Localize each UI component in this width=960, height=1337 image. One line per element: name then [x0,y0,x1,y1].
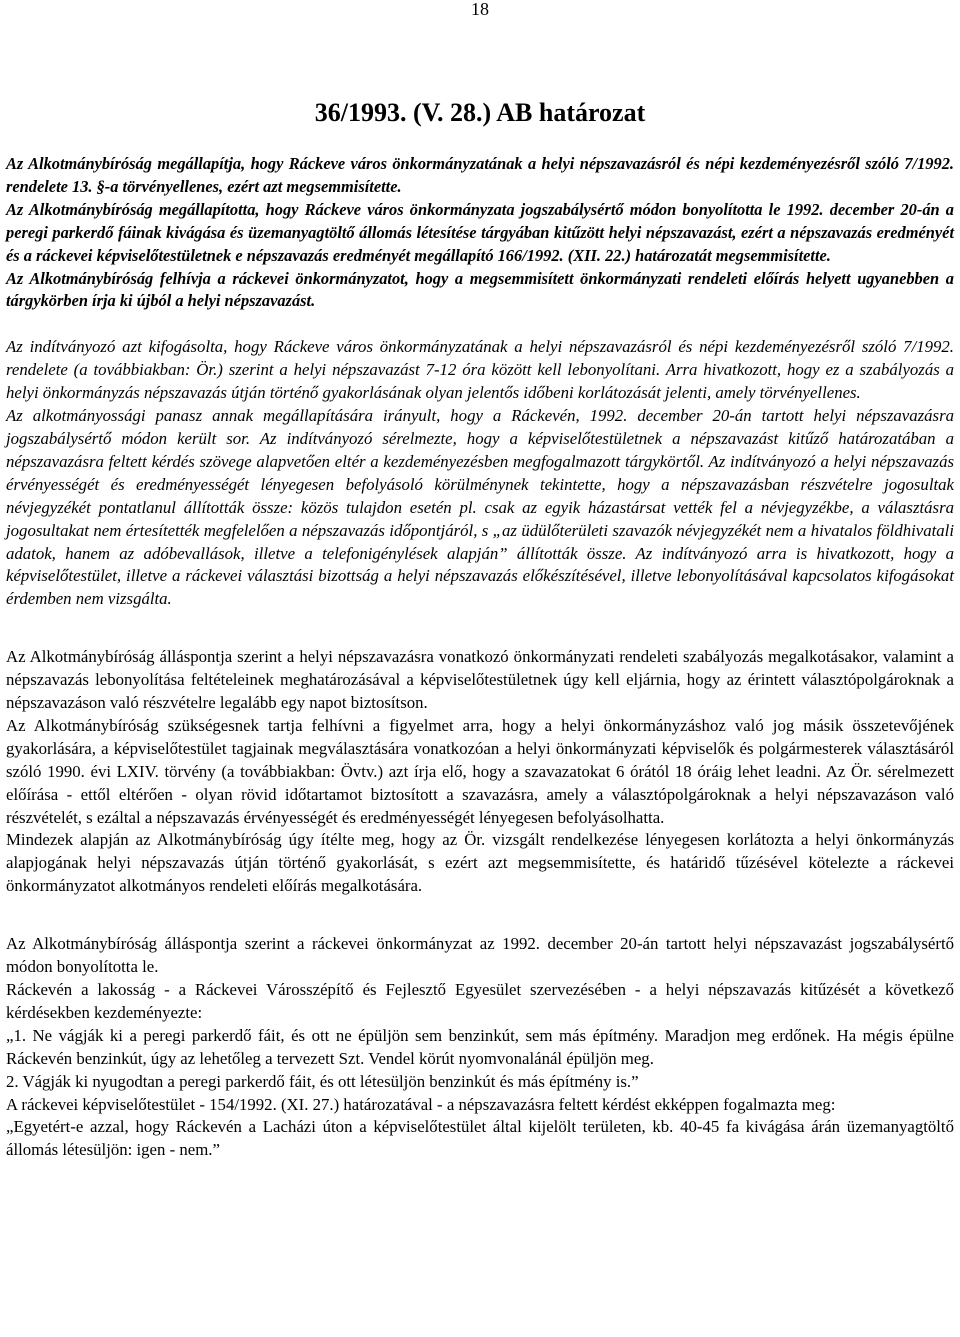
holding-paragraph: Az Alkotmánybíróság megállapította, hogy Ráckeve város önkormányzata jogszabálysértő módon bonyolította le 1992. december 20-án a peregi parkerdő fáinak kivágása és üzemanyagtöltő állomás létesítése tárgyában kitűzött helyi népszavazást, ezért a népszavazás eredményét és a ráckevei képviselőtestületnek e népszavazás eredményét megállapító 166/1992. (XII. 22.) határozatát megsemmisítette. [6,199,954,265]
holding-paragraph: Az Alkotmánybíróság felhívja a ráckevei önkormányzatot, hogy a megsemmisített önkormányzati rendeleti előírás helyett ugyanebben a tárgykörben írja ki újból a helyi népszavazást. [6,268,954,311]
position-paragraph: Mindezek alapján az Alkotmánybíróság úgy ítélte meg, hogy az Ör. vizsgált rendelkezése lényegesen korlátozta a helyi önkormányzás alapjogának helyi népszavazás útján történő gyakorlását, s ezért azt megsemmisítette, és határidő tűzésével kötelezte a ráckevei önkormányzatot alkotmányos rendeleti előírás megalkotására. [6,830,954,896]
quoted-question: „Egyetért-e azzal, hogy Ráckevén a Lacházi úton a képviselőtestület által kijelölt területen, kb. 40-45 fa kivágása árán üzemanyagtöltő állomás létesüljön: igen - nem.” [6,1117,954,1160]
position-paragraph: Az Alkotmánybíróság álláspontja szerint a helyi népszavazásra vonatkozó önkormányzati rendeleti szabályozás megalkotásakor, valamint a népszavazás lebonyolítása feltételeinek meghatározásával a képviselőtestületnek úgy kell eljárnia, hogy az érintett választópolgároknak a népszavazáson való részvételre legalább egy napot biztosítson. [6,647,954,713]
position-paragraph: A ráckevei képviselőtestület - 154/1992. (XI. 27.) határozatával - a népszavazásra feltett kérdést ekképpen fogalmazta meg: [6,1094,836,1114]
page-number: 18 [471,0,489,19]
document-body [6,153,954,1162]
petition-paragraph: Az indítványozó azt kifogásolta, hogy Ráckeve város önkormányzatának a helyi népszavazásról és népi kezdeményezésről szóló 7/1992. rendelete (a továbbiakban: Ör.) szerint a helyi népszavazást 7-12 óra között kell lebonyolítani. Arra hivatkozott, hogy ez a szabályozás a helyi önkormányzás népszavazás útján történő gyakorlásának olyan jelentős időbeni korlátozását jelenti, amely törvényellenes. [6,337,954,403]
position-paragraph: Az Alkotmánybíróság álláspontja szerint a ráckevei önkormányzat az 1992. december 20-án tartott helyi népszavazást jogszabálysértő módon bonyolította le. [6,934,954,977]
position-paragraph: Az Alkotmánybíróság szükségesnek tartja felhívni a figyelmet arra, hogy a helyi önkormányzáshoz való jog másik összetevőjének gyakorlására, a képviselőtestület tagjainak megválasztására vonatkozóan a helyi önkormányzati képviselők és polgármesterek választásáról szóló 1990. évi LXIV. törvény (a továbbiakban: Övtv.) azt írja elő, hogy a szavazatokat 6 órától 18 óráig lehet leadni. Az Ör. sérelmezett előírása - ettől eltérően - olyan rövid időtartamot biztosított a szavazásra, amely a választópolgároknak a helyi népszavazáson való részvételét, s ezáltal a népszavazás érvényességét és eredményességét lényegesen befolyásolhatta. [6,715,954,827]
document-title: 36/1993. (V. 28.) AB határozat [314,98,646,127]
quoted-question: 2. Vágják ki nyugodtan a peregi parkerdő fáit, és ott létesüljön benzinkút és más építmény is.” [6,1071,639,1091]
quoted-question: „1. Ne vágják ki a peregi parkerdő fáit, és ott ne épüljön sem benzinkút, sem más építmény. Maradjon meg erdőnek. Ha mégis épülne Ráckevén benzinkút, úgy az lehetőleg a tervezett Szt. Vendel körút nyomvonalánál épüljön meg. [6,1025,954,1068]
holding-paragraph: Az Alkotmánybíróság megállapítja, hogy Ráckeve város önkormányzatának a helyi népszavazásról és népi kezdeményezésről szóló 7/1992. rendelete 13. §-a törvényellenes, ezért azt megsemmisítette. [6,154,954,196]
document-page [6,0,954,1337]
petition-paragraph: Az alkotmányossági panasz annak megállapítására irányult, hogy a Ráckevén, 1992. december 20-án tartott helyi népszavazásra jogszabálysértő módon került sor. Az indítványozó sérelmezte, hogy a képviselőtestületnek a népszavazást kitűző határozatában a népszavazásra feltett kérdés szövege alapvetően eltér a kezdeményezésben megfogalmazott tárgykörtől. Az indítványozó a helyi népszavazás érvényességét és eredményességét lényegesen befolyásoló körülménynek tekintette, hogy a népszavazásban részvételre jogosultak névjegyzékét pontatlanul állították össze: közös tulajdon esetén pl. csak az egyik házastársat vették fel a névjegyzékbe, a választásra jogosultakat nem értesítették megfelelően a népszavazás időpontjáról, s „az üdülőterületi szavazók névjegyzékét nem a hivatalos földhivatali adatok, hanem az adóbevallások, illetve a telefonigénylések alapján” állították össze. Az indítványozó arra is hivatkozott, hogy a képviselőtestület, illetve a ráckevei választási bizottság a helyi népszavazás előkészítésével, illetve lebonyolításával kapcsolatos kifogásokat érdemben nem vizsgálta. [6,406,954,609]
position-paragraph: Ráckevén a lakosság - a Ráckevei Városszépítő és Fejlesztő Egyesület szervezésében - a helyi népszavazás kitűzését a következő kérdésekben kezdeményezte: [6,980,954,1022]
